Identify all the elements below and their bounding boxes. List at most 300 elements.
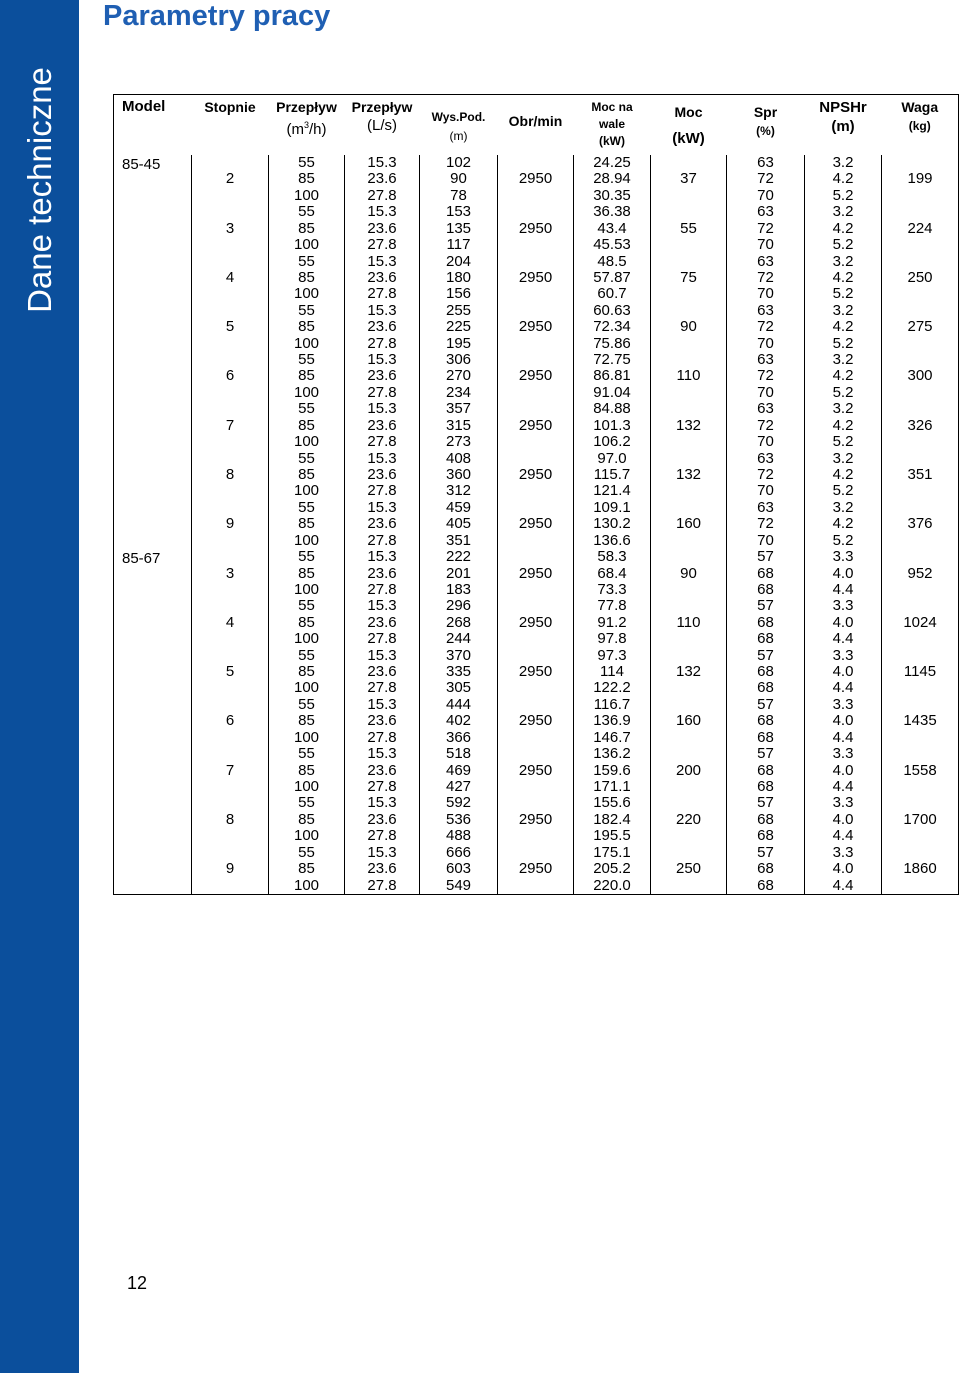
flow-ls-value: 15.3 [367, 695, 397, 713]
cell-power [651, 845, 727, 895]
head-value: 305 [445, 679, 472, 697]
head-value: 427 [445, 777, 472, 795]
cell-efficiency [727, 303, 805, 352]
npshr-value: 3.3 [832, 745, 854, 763]
cell-npshr [805, 845, 882, 895]
head-value: 402 [445, 712, 472, 730]
npshr-value: 4.2 [832, 465, 854, 483]
flow-m3h-value: 55 [298, 695, 315, 713]
cell-shaft-power [574, 598, 651, 647]
efficiency-value: 68 [757, 827, 774, 845]
shaft-power-value: 115.7 [593, 465, 631, 483]
cell-model [114, 451, 192, 500]
npshr-value: 4.4 [832, 580, 854, 598]
cell-stages [192, 746, 269, 795]
weight-value: 275 [907, 318, 933, 336]
cell-shaft-power [574, 746, 651, 795]
head-value: 255 [445, 301, 472, 319]
npshr-value: 5.2 [832, 334, 854, 352]
cell-shaft-power [574, 648, 651, 697]
flow-m3h-value: 85 [298, 367, 315, 385]
cell-rpm [498, 648, 574, 697]
npshr-value: 3.2 [832, 400, 854, 418]
weight-value: 1700 [903, 810, 937, 828]
npshr-value: 3.3 [832, 548, 854, 566]
shaft-power-value: 91.2 [597, 613, 627, 631]
efficiency-value: 63 [757, 449, 774, 467]
flow-ls-value: 23.6 [367, 268, 397, 286]
power-value: 160 [675, 712, 702, 730]
cell-flow-ls [345, 549, 420, 598]
efficiency-value: 63 [757, 301, 774, 319]
npshr-value: 3.2 [832, 203, 854, 221]
cell-stages [192, 254, 269, 303]
cell-flow-ls [345, 352, 420, 401]
head-value: 444 [445, 695, 472, 713]
cell-power [651, 401, 727, 450]
cell-flow-ls [345, 204, 420, 253]
npshr-value: 4.2 [832, 219, 854, 237]
cell-npshr [805, 500, 882, 549]
efficiency-value: 68 [757, 860, 774, 878]
head-value: 90 [450, 170, 467, 188]
efficiency-value: 70 [757, 186, 774, 204]
flow-m3h-value: 55 [298, 351, 315, 369]
head-value: 153 [445, 203, 472, 221]
stages-value: 3 [225, 219, 235, 237]
cell-flow-ls [345, 795, 420, 844]
efficiency-value: 63 [757, 154, 774, 171]
head-value: 351 [445, 531, 472, 549]
npshr-value: 3.2 [832, 351, 854, 369]
npshr-value: 4.2 [832, 367, 854, 385]
npshr-value: 4.4 [832, 876, 854, 894]
shaft-power-value: 72.34 [593, 318, 631, 336]
flow-ls-value: 15.3 [367, 646, 397, 664]
table-row [114, 845, 959, 895]
flow-m3h-value: 85 [298, 465, 315, 483]
cell-weight [882, 746, 959, 795]
efficiency-value: 72 [757, 515, 774, 533]
power-value: 250 [675, 860, 702, 878]
power-value: 132 [675, 466, 702, 484]
flow-m3h-value: 100 [293, 876, 320, 894]
npshr-value: 3.3 [832, 597, 854, 615]
head-value: 360 [445, 465, 472, 483]
head-value: 488 [445, 827, 472, 845]
sidebar [0, 0, 79, 1373]
flow-ls-value: 15.3 [367, 301, 397, 319]
cell-rpm [498, 500, 574, 549]
cell-stages [192, 500, 269, 549]
cell-head [420, 451, 498, 500]
cell-npshr [805, 303, 882, 352]
npshr-value: 4.2 [832, 170, 854, 188]
npshr-value: 3.3 [832, 646, 854, 664]
head-value: 603 [445, 860, 472, 878]
cell-head [420, 598, 498, 647]
shaft-power-value: 205.2 [593, 860, 631, 878]
head-value: 370 [445, 646, 472, 664]
npshr-value: 5.2 [832, 186, 854, 204]
cell-stages [192, 845, 269, 895]
efficiency-value: 68 [757, 580, 774, 598]
shaft-power-value: 136.6 [593, 531, 631, 549]
cell-power [651, 795, 727, 844]
shaft-power-value: 195.5 [593, 827, 631, 845]
flow-ls-value: 27.8 [367, 531, 397, 549]
head-value: 201 [445, 564, 472, 582]
flow-ls-value: 27.8 [367, 334, 397, 352]
shaft-power-value: 60.7 [597, 285, 627, 303]
power-value: 110 [676, 613, 701, 631]
npshr-value: 3.2 [832, 449, 854, 467]
cell-npshr [805, 155, 882, 204]
table-row [114, 401, 959, 450]
cell-efficiency [727, 204, 805, 253]
cell-efficiency [727, 795, 805, 844]
flow-ls-value: 15.3 [367, 597, 397, 615]
flow-ls-value: 15.3 [367, 449, 397, 467]
flow-ls-value: 23.6 [367, 613, 397, 631]
head-value: 195 [445, 334, 472, 352]
table-row [114, 352, 959, 401]
flow-m3h-value: 55 [298, 597, 315, 615]
npshr-value: 4.0 [832, 613, 854, 631]
efficiency-value: 63 [757, 400, 774, 418]
power-value: 37 [680, 170, 697, 188]
stages-value: 5 [225, 663, 235, 681]
stages-value: 6 [225, 367, 235, 385]
cell-weight [882, 401, 959, 450]
header-power: Moc (kW) [672, 104, 705, 147]
head-value: 357 [445, 400, 472, 418]
weight-value: 250 [907, 268, 933, 286]
npshr-value: 5.2 [832, 285, 854, 303]
cell-npshr [805, 352, 882, 401]
head-value: 666 [445, 843, 472, 861]
shaft-power-value: 91.04 [593, 383, 631, 401]
npshr-value: 4.0 [832, 810, 854, 828]
cell-npshr [805, 204, 882, 253]
flow-m3h-value: 100 [293, 186, 320, 204]
power-value: 90 [680, 564, 697, 582]
cell-model [114, 303, 192, 352]
weight-value: 1435 [903, 712, 937, 730]
cell-stages [192, 204, 269, 253]
cell-weight [882, 648, 959, 697]
head-value: 549 [445, 876, 472, 894]
stages-value: 6 [225, 712, 235, 730]
cell-head [420, 254, 498, 303]
efficiency-value: 70 [757, 433, 774, 451]
rpm-value: 2950 [518, 268, 553, 286]
flow-m3h-value: 85 [298, 170, 315, 188]
table-row [114, 254, 959, 303]
flow-m3h-value: 55 [298, 400, 315, 418]
flow-ls-value: 27.8 [367, 482, 397, 500]
cell-flow-m3h [269, 204, 345, 253]
efficiency-value: 68 [757, 663, 774, 681]
cell-weight [882, 500, 959, 549]
flow-ls-value: 27.8 [367, 679, 397, 697]
table-row [114, 155, 959, 204]
page-number: 12 [127, 1273, 148, 1293]
npshr-value: 3.2 [832, 252, 854, 270]
cell-npshr [805, 598, 882, 647]
flow-m3h-value: 85 [298, 268, 315, 286]
cell-head [420, 155, 498, 204]
cell-model [114, 648, 192, 697]
flow-m3h-value: 85 [298, 515, 315, 533]
flow-ls-value: 27.8 [367, 580, 397, 598]
flow-ls-value: 23.6 [367, 416, 397, 434]
header-rpm: Obr/min [508, 113, 563, 129]
cell-rpm [498, 549, 574, 598]
cell-rpm [498, 155, 574, 204]
header-model: Model [122, 98, 166, 115]
power-value: 90 [680, 318, 697, 336]
cell-stages [192, 401, 269, 450]
cell-stages [192, 648, 269, 697]
cell-power [651, 352, 727, 401]
flow-ls-value: 23.6 [367, 465, 397, 483]
shaft-power-value: 43.4 [597, 219, 627, 237]
cell-rpm [498, 204, 574, 253]
cell-head [420, 401, 498, 450]
shaft-power-value: 109.1 [593, 498, 631, 516]
efficiency-value: 57 [757, 843, 774, 861]
cell-head [420, 845, 498, 895]
table-header-row [114, 95, 959, 156]
cell-flow-m3h [269, 401, 345, 450]
header-stages: Stopnie [204, 99, 256, 115]
cell-efficiency [727, 254, 805, 303]
cell-flow-m3h [269, 254, 345, 303]
cell-efficiency [727, 155, 805, 204]
cell-weight [882, 303, 959, 352]
cell-flow-ls [345, 598, 420, 647]
npshr-value: 3.3 [832, 843, 854, 861]
stages-value: 8 [225, 466, 235, 484]
weight-value: 1860 [903, 860, 937, 878]
table-row [114, 303, 959, 352]
cell-npshr [805, 697, 882, 746]
shaft-power-value: 101.3 [593, 416, 631, 434]
table-row [114, 549, 959, 598]
cell-flow-ls [345, 401, 420, 450]
cell-flow-ls [345, 155, 420, 204]
flow-m3h-value: 100 [293, 334, 320, 352]
flow-ls-value: 23.6 [367, 761, 397, 779]
flow-ls-value: 15.3 [367, 498, 397, 516]
power-value: 55 [680, 219, 697, 237]
flow-ls-value: 15.3 [367, 351, 397, 369]
efficiency-value: 57 [757, 548, 774, 566]
cell-npshr [805, 401, 882, 450]
efficiency-value: 68 [757, 728, 774, 746]
rpm-value: 2950 [518, 515, 553, 533]
flow-m3h-value: 85 [298, 860, 315, 878]
cell-model [114, 845, 192, 895]
flow-ls-value: 27.8 [367, 827, 397, 845]
head-value: 135 [445, 219, 472, 237]
cell-model [114, 697, 192, 746]
npshr-value: 3.2 [832, 301, 854, 319]
shaft-power-value: 155.6 [593, 794, 631, 812]
npshr-value: 4.2 [832, 318, 854, 336]
rpm-value: 2950 [518, 466, 553, 484]
cell-head [420, 352, 498, 401]
efficiency-value: 68 [757, 564, 774, 582]
cell-power [651, 254, 727, 303]
cell-head [420, 648, 498, 697]
power-value: 75 [680, 268, 697, 286]
cell-weight [882, 352, 959, 401]
cell-power [651, 303, 727, 352]
flow-ls-value: 27.8 [367, 728, 397, 746]
shaft-power-value: 97.3 [597, 646, 627, 664]
flow-ls-value: 23.6 [367, 170, 397, 188]
flow-ls-value: 27.8 [367, 186, 397, 204]
weight-value: 300 [907, 367, 933, 385]
cell-flow-ls [345, 697, 420, 746]
cell-stages [192, 155, 269, 204]
header-efficiency: Spr (%) [753, 104, 778, 138]
cell-flow-m3h [269, 648, 345, 697]
cell-model [114, 254, 192, 303]
power-value: 200 [675, 761, 702, 779]
shaft-power-value: 84.88 [593, 400, 631, 418]
npshr-value: 5.2 [832, 531, 854, 549]
flow-ls-value: 27.8 [367, 630, 397, 648]
flow-ls-value: 23.6 [367, 318, 397, 336]
shaft-power-value: 73.3 [597, 580, 627, 598]
efficiency-value: 63 [757, 351, 774, 369]
npshr-value: 4.2 [832, 268, 854, 286]
efficiency-value: 70 [757, 482, 774, 500]
weight-value: 1145 [903, 663, 937, 681]
cell-npshr [805, 648, 882, 697]
efficiency-value: 68 [757, 613, 774, 631]
cell-head [420, 697, 498, 746]
cell-rpm [498, 451, 574, 500]
head-value: 183 [445, 580, 472, 598]
efficiency-value: 68 [757, 810, 774, 828]
shaft-power-value: 48.5 [597, 252, 627, 270]
flow-m3h-value: 100 [293, 433, 320, 451]
efficiency-value: 63 [757, 498, 774, 516]
head-value: 222 [445, 548, 472, 566]
shaft-power-value: 30.35 [593, 186, 631, 204]
cell-flow-ls [345, 254, 420, 303]
cell-weight [882, 845, 959, 895]
cell-head [420, 549, 498, 598]
flow-m3h-value: 85 [298, 219, 315, 237]
cell-efficiency [727, 451, 805, 500]
rpm-value: 2950 [518, 761, 553, 779]
efficiency-value: 70 [757, 334, 774, 352]
flow-ls-value: 23.6 [367, 367, 397, 385]
cell-flow-m3h [269, 303, 345, 352]
flow-m3h-value: 85 [298, 416, 315, 434]
npshr-value: 5.2 [832, 433, 854, 451]
flow-m3h-value: 100 [293, 827, 320, 845]
cell-model [114, 795, 192, 844]
head-value: 306 [445, 351, 472, 369]
cell-head [420, 795, 498, 844]
cell-weight [882, 795, 959, 844]
head-value: 78 [450, 186, 467, 204]
cell-head [420, 746, 498, 795]
shaft-power-value: 24.25 [593, 154, 631, 171]
model-label: 85-67 [122, 550, 161, 568]
shaft-power-value: 58.3 [597, 548, 627, 566]
head-value: 335 [445, 663, 472, 681]
flow-m3h-value: 55 [298, 498, 315, 516]
flow-m3h-value: 55 [298, 794, 315, 812]
shaft-power-value: 122.2 [593, 679, 631, 697]
header-npshr: NPSHr (m) [819, 99, 867, 135]
npshr-value: 5.2 [832, 236, 854, 254]
cell-rpm [498, 746, 574, 795]
header-shaft-power: Moc na wale (kW) [591, 100, 633, 148]
cell-shaft-power [574, 254, 651, 303]
shaft-power-value: 121.4 [593, 482, 631, 500]
weight-value: 376 [907, 515, 933, 533]
weight-value: 351 [907, 466, 933, 484]
header-weight: Waga (kg) [901, 99, 939, 133]
efficiency-value: 68 [757, 876, 774, 894]
npshr-value: 4.0 [832, 663, 854, 681]
flow-ls-value: 27.8 [367, 876, 397, 894]
header-head: Wys.Pod. (m) [431, 110, 486, 143]
cell-stages [192, 352, 269, 401]
power-value: 132 [675, 663, 702, 681]
flow-ls-value: 23.6 [367, 515, 397, 533]
cell-flow-m3h [269, 697, 345, 746]
head-value: 518 [445, 745, 472, 763]
cell-power [651, 549, 727, 598]
cell-weight [882, 598, 959, 647]
efficiency-value: 57 [757, 745, 774, 763]
cell-head [420, 500, 498, 549]
head-value: 244 [445, 630, 472, 648]
flow-m3h-value: 85 [298, 318, 315, 336]
cell-efficiency [727, 648, 805, 697]
head-value: 592 [445, 794, 472, 812]
stages-value: 4 [225, 613, 235, 631]
flow-m3h-value: 55 [298, 646, 315, 664]
table-row [114, 500, 959, 549]
cell-rpm [498, 254, 574, 303]
cell-flow-m3h [269, 549, 345, 598]
cell-power [651, 204, 727, 253]
table-row [114, 746, 959, 795]
npshr-value: 5.2 [832, 383, 854, 401]
flow-m3h-value: 100 [293, 679, 320, 697]
npshr-value: 3.3 [832, 794, 854, 812]
head-value: 225 [445, 318, 472, 336]
cell-shaft-power [574, 204, 651, 253]
flow-ls-value: 15.3 [367, 548, 397, 566]
weight-value: 1558 [903, 761, 937, 779]
npshr-value: 5.2 [832, 482, 854, 500]
head-value: 459 [445, 498, 472, 516]
flow-m3h-value: 55 [298, 301, 315, 319]
flow-m3h-value: 100 [293, 236, 320, 254]
model-label: 85-45 [122, 156, 161, 173]
